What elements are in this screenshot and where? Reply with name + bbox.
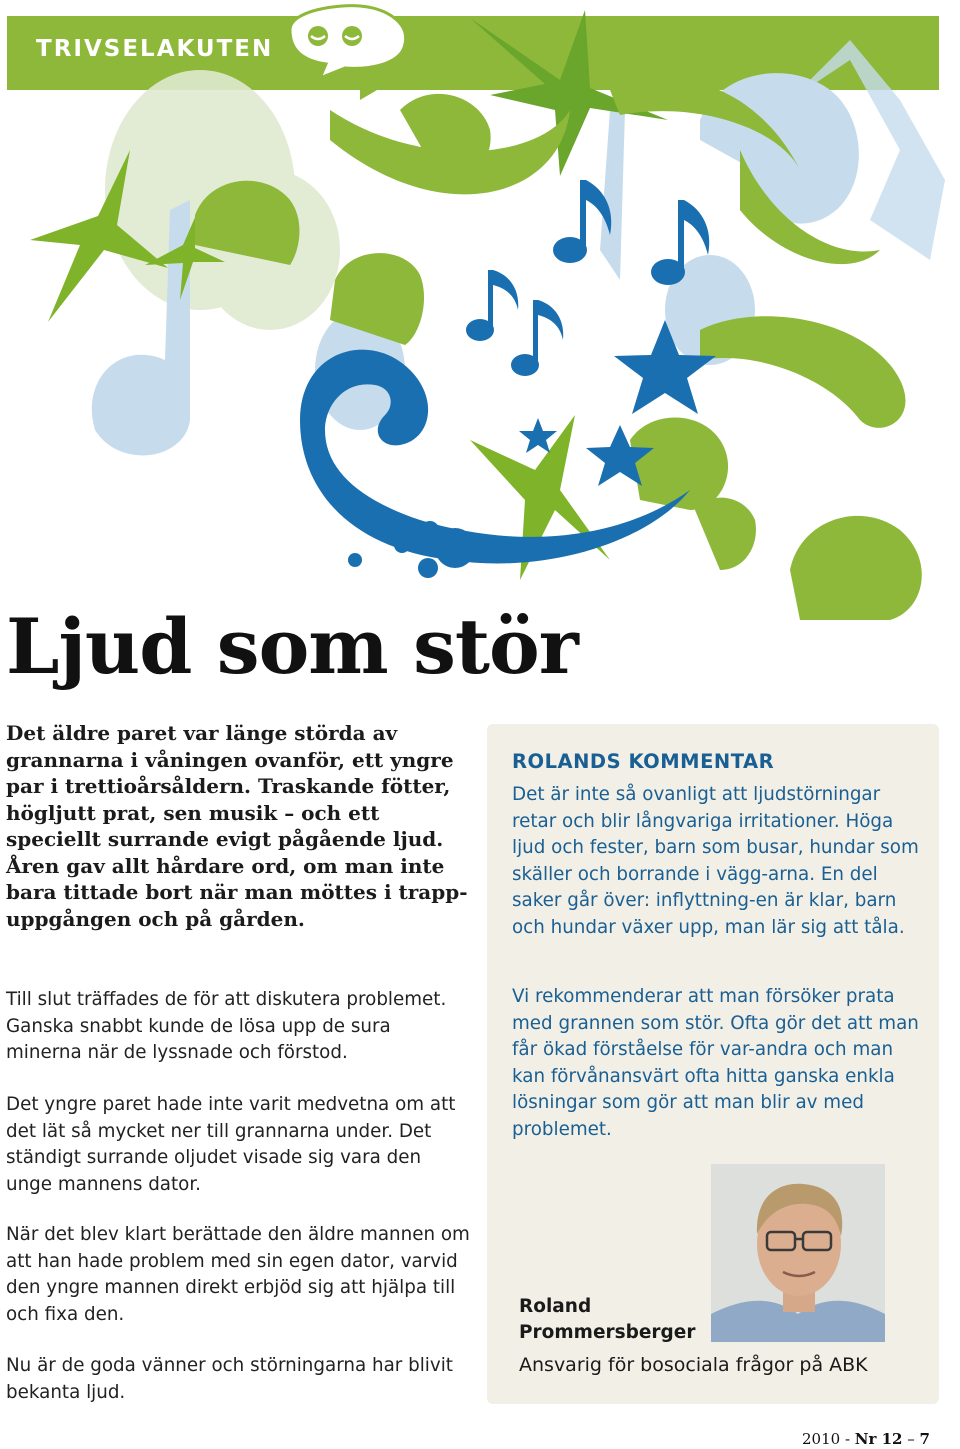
paragraph-text: Det yngre paret hade inte varit medvetna om att det lät så mycket ner till grannarna under. Det ständigt surrande oljudet visade sig vara den unge mannens dator. — [6, 1094, 456, 1195]
paragraph-text: Till slut träffades de för att diskutera problemet. Ganska snabbt kunde de lösa upp de sura minerna när de lyssnade och förstod. — [6, 989, 447, 1064]
author-last-name: Prommersberger — [519, 1322, 696, 1343]
author-role: Ansvarig för bosociala frågor på ABK — [519, 1354, 868, 1376]
music-illustration — [0, 0, 960, 620]
author-name — [519, 1294, 695, 1346]
paragraph-text: Nu är de goda vänner och störningarna har blivit bekanta ljud. — [6, 1355, 453, 1403]
portrait-illustration — [711, 1164, 885, 1342]
article-paragraph — [6, 1353, 471, 1406]
section-label: TRIVSELAKUTEN — [36, 36, 274, 62]
comment-sidebar — [487, 724, 939, 1404]
article-title: Ljud som stör — [6, 602, 578, 691]
article-paragraph — [6, 987, 471, 1067]
author-first-name: Roland — [519, 1296, 592, 1317]
page-footer — [802, 1430, 930, 1448]
article-lead: Det äldre paret var länge störda av grannarna i våningen ovanför, ett yngre par i trettioårsåldern. Traskande fötter, högljutt prat, sen musik – och ett speciellt surrande evigt pågående ljud. Åren gav allt hårdare ord, om man inte bara tittade bort när man möttes i trapp-uppgången och på gården. — [6, 721, 468, 931]
sidebar-heading: ROLANDS KOMMENTAR — [512, 750, 775, 773]
paragraph-text: När det blev klart berättade den äldre mannen om att han hade problem med sin egen dator, varvid den yngre mannen direkt erbjöd sig att hjälpa till och fixa den. — [6, 1224, 470, 1325]
footer-issue: Nr 12 — [854, 1430, 903, 1448]
portrait-photo — [711, 1164, 885, 1342]
footer-dash: – — [902, 1430, 920, 1448]
page-number: 7 — [919, 1430, 930, 1448]
footer-year: 2010 - — [802, 1430, 855, 1448]
sidebar-paragraph: Vi rekommenderar att man försöker prata med grannen som stör. Ofta gör det att man får ökad förståelse för var-andra och man kan förvånansvärt ofta hitta ganska enkla lösningar som gör att man blir av med problemet. — [512, 986, 919, 1140]
article-paragraph — [6, 1222, 471, 1328]
article-paragraph — [6, 1092, 471, 1198]
sidebar-paragraph: Det är inte så ovanligt att ljudstörningar retar och blir långvariga irritationer. Höga ljud och fester, barn som busar, hundar som skäller och borrande i vägg-arna. En del saker går över: inflyttning-en är klar, barn och hundar växer upp, man lär sig att tåla. — [512, 784, 919, 938]
